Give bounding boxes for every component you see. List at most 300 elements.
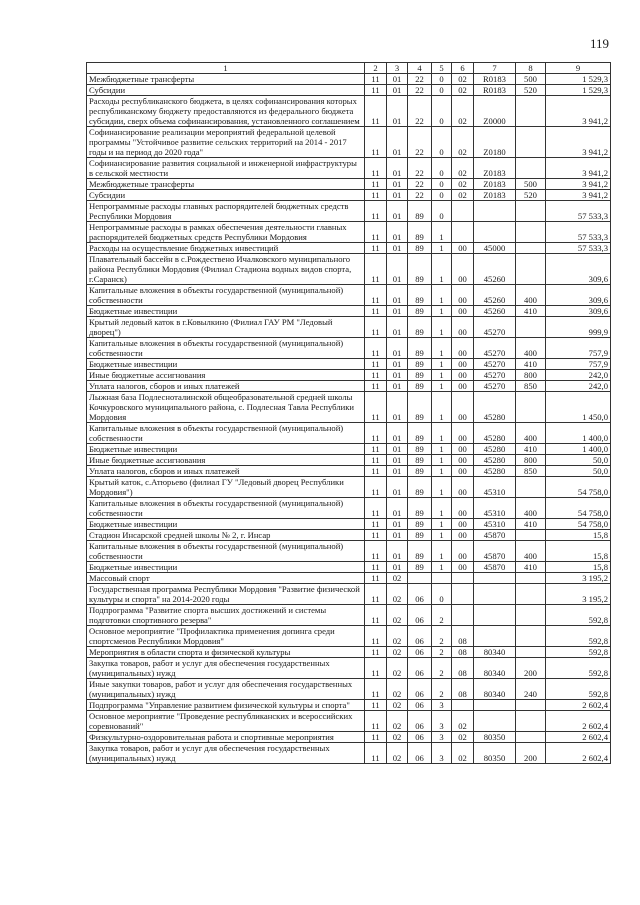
code-cell: 1 xyxy=(432,455,452,466)
row-name-cell: Бюджетные инвестиции xyxy=(87,519,365,530)
code-cell xyxy=(474,626,516,647)
table-row xyxy=(87,423,611,444)
code-cell: 520 xyxy=(516,190,546,201)
code-cell xyxy=(474,222,516,243)
code-cell xyxy=(516,647,546,658)
code-cell: 89 xyxy=(408,541,432,562)
code-cell: 1 xyxy=(432,359,452,370)
code-cell: 02 xyxy=(452,96,474,127)
code-cell: 08 xyxy=(452,626,474,647)
code-cell: 1 xyxy=(432,444,452,455)
code-cell: 89 xyxy=(408,423,432,444)
code-cell: 01 xyxy=(387,127,408,158)
code-cell: 2 xyxy=(432,626,452,647)
code-cell: 45280 xyxy=(474,466,516,477)
code-cell: 11 xyxy=(365,158,387,179)
code-cell: 400 xyxy=(516,285,546,306)
code-cell: 410 xyxy=(516,306,546,317)
table-row xyxy=(87,541,611,562)
code-cell: 11 xyxy=(365,201,387,222)
code-cell: 02 xyxy=(387,605,408,626)
code-cell: 89 xyxy=(408,477,432,498)
code-cell: 06 xyxy=(408,626,432,647)
table-row xyxy=(87,222,611,243)
code-cell: 11 xyxy=(365,179,387,190)
code-cell: 01 xyxy=(387,466,408,477)
code-cell: 45870 xyxy=(474,541,516,562)
code-cell: 01 xyxy=(387,96,408,127)
code-cell: 11 xyxy=(365,317,387,338)
row-name-cell: Капитальные вложения в объекты государственной (муниципальной) собственности xyxy=(87,285,365,306)
budget-table xyxy=(86,62,611,764)
table-body xyxy=(87,74,611,764)
row-name-cell: Закупка товаров, работ и услуг для обеспечения государственных (муниципальных) нужд xyxy=(87,743,365,764)
table-row xyxy=(87,317,611,338)
row-name-cell: Мероприятия в области спорта и физической культуры xyxy=(87,647,365,658)
row-name-cell: Межбюджетные трансферты xyxy=(87,179,365,190)
code-cell: 00 xyxy=(452,359,474,370)
table-row xyxy=(87,285,611,306)
code-cell: 02 xyxy=(387,626,408,647)
row-name-cell: Капитальные вложения в объекты государственной (муниципальной) собственности xyxy=(87,498,365,519)
code-cell: 22 xyxy=(408,85,432,96)
code-cell: 22 xyxy=(408,190,432,201)
code-cell: 02 xyxy=(387,743,408,764)
code-cell: 22 xyxy=(408,127,432,158)
code-cell: 00 xyxy=(452,338,474,359)
code-cell: 89 xyxy=(408,392,432,423)
code-cell: 89 xyxy=(408,562,432,573)
code-cell: 11 xyxy=(365,605,387,626)
code-cell: 01 xyxy=(387,74,408,85)
code-cell xyxy=(452,222,474,243)
column-header: 1 xyxy=(87,63,365,74)
row-name-cell: Субсидии xyxy=(87,190,365,201)
row-name-cell: Расходы на осуществление бюджетных инвестиций xyxy=(87,243,365,254)
code-cell: 89 xyxy=(408,530,432,541)
code-cell: 89 xyxy=(408,519,432,530)
amount-cell: 3 941,2 xyxy=(546,158,611,179)
code-cell: 1 xyxy=(432,519,452,530)
amount-cell: 54 758,0 xyxy=(546,477,611,498)
code-cell: 11 xyxy=(365,562,387,573)
code-cell: 11 xyxy=(365,530,387,541)
code-cell: 1 xyxy=(432,317,452,338)
code-cell: 1 xyxy=(432,541,452,562)
code-cell: 11 xyxy=(365,127,387,158)
code-cell: 11 xyxy=(365,190,387,201)
code-cell xyxy=(516,732,546,743)
code-cell: 01 xyxy=(387,392,408,423)
code-cell: 01 xyxy=(387,179,408,190)
code-cell: 0 xyxy=(432,85,452,96)
amount-cell: 57 533,3 xyxy=(546,243,611,254)
code-cell: 11 xyxy=(365,732,387,743)
code-cell: 00 xyxy=(452,381,474,392)
code-cell: 11 xyxy=(365,700,387,711)
code-cell: 01 xyxy=(387,370,408,381)
code-cell: 1 xyxy=(432,423,452,444)
amount-cell: 50,0 xyxy=(546,466,611,477)
code-cell xyxy=(516,711,546,732)
code-cell: 22 xyxy=(408,158,432,179)
code-cell xyxy=(452,201,474,222)
column-header: 5 xyxy=(432,63,452,74)
code-cell: 89 xyxy=(408,243,432,254)
code-cell xyxy=(452,700,474,711)
code-cell: 1 xyxy=(432,530,452,541)
code-cell: 01 xyxy=(387,243,408,254)
code-cell: 06 xyxy=(408,679,432,700)
code-cell: 01 xyxy=(387,562,408,573)
amount-cell: 3 195,2 xyxy=(546,573,611,584)
code-cell: 11 xyxy=(365,392,387,423)
code-cell: 410 xyxy=(516,519,546,530)
code-cell xyxy=(516,158,546,179)
table-row xyxy=(87,306,611,317)
row-name-cell: Иные бюджетные ассигнования xyxy=(87,370,365,381)
code-cell: 08 xyxy=(452,658,474,679)
code-cell: 01 xyxy=(387,158,408,179)
table-row xyxy=(87,455,611,466)
table-row xyxy=(87,519,611,530)
code-cell: 01 xyxy=(387,359,408,370)
code-cell: 01 xyxy=(387,423,408,444)
table-row xyxy=(87,96,611,127)
code-cell xyxy=(516,222,546,243)
code-cell: 45270 xyxy=(474,381,516,392)
code-cell: 400 xyxy=(516,541,546,562)
row-name-cell: Уплата налогов, сборов и иных платежей xyxy=(87,466,365,477)
code-cell: 800 xyxy=(516,370,546,381)
code-cell: 00 xyxy=(452,370,474,381)
table-row xyxy=(87,444,611,455)
row-name-cell: Физкультурно-оздоровительная работа и спортивные мероприятия xyxy=(87,732,365,743)
code-cell: 89 xyxy=(408,317,432,338)
code-cell: 06 xyxy=(408,658,432,679)
table-row xyxy=(87,127,611,158)
code-cell: 1 xyxy=(432,498,452,519)
code-cell: R0183 xyxy=(474,74,516,85)
code-cell: 80340 xyxy=(474,658,516,679)
table-row xyxy=(87,658,611,679)
code-cell: 3 xyxy=(432,700,452,711)
row-name-cell: Непрограммные расходы главных распорядителей бюджетных средств Республики Мордовия xyxy=(87,201,365,222)
code-cell: 11 xyxy=(365,743,387,764)
code-cell xyxy=(516,626,546,647)
code-cell: 1 xyxy=(432,222,452,243)
code-cell: 00 xyxy=(452,530,474,541)
code-cell: 01 xyxy=(387,338,408,359)
table-row xyxy=(87,254,611,285)
code-cell: 11 xyxy=(365,370,387,381)
code-cell: 00 xyxy=(452,455,474,466)
row-name-cell: Субсидии xyxy=(87,85,365,96)
code-cell: 410 xyxy=(516,359,546,370)
code-cell: 2 xyxy=(432,658,452,679)
code-cell: 02 xyxy=(452,190,474,201)
code-cell: 11 xyxy=(365,85,387,96)
code-cell: 06 xyxy=(408,732,432,743)
amount-cell: 309,6 xyxy=(546,254,611,285)
amount-cell: 1 400,0 xyxy=(546,423,611,444)
code-cell xyxy=(516,201,546,222)
table-row xyxy=(87,381,611,392)
code-cell: 850 xyxy=(516,466,546,477)
amount-cell: 999,9 xyxy=(546,317,611,338)
code-cell: 00 xyxy=(452,444,474,455)
code-cell: 11 xyxy=(365,658,387,679)
amount-cell: 592,8 xyxy=(546,647,611,658)
code-cell: 01 xyxy=(387,306,408,317)
amount-cell: 2 602,4 xyxy=(546,743,611,764)
code-cell: 01 xyxy=(387,222,408,243)
code-cell: 01 xyxy=(387,85,408,96)
code-cell: 06 xyxy=(408,605,432,626)
code-cell: 02 xyxy=(452,74,474,85)
code-cell: 240 xyxy=(516,679,546,700)
code-cell: 0 xyxy=(432,127,452,158)
code-cell: 00 xyxy=(452,306,474,317)
table-row xyxy=(87,743,611,764)
amount-cell: 3 941,2 xyxy=(546,179,611,190)
amount-cell: 592,8 xyxy=(546,679,611,700)
code-cell: 45270 xyxy=(474,370,516,381)
code-cell: 45870 xyxy=(474,530,516,541)
code-cell: 0 xyxy=(432,158,452,179)
code-cell: 400 xyxy=(516,338,546,359)
code-cell: 11 xyxy=(365,444,387,455)
amount-cell: 757,9 xyxy=(546,338,611,359)
code-cell: 45260 xyxy=(474,285,516,306)
code-cell: 06 xyxy=(408,700,432,711)
header-row xyxy=(87,63,611,74)
column-header: 9 xyxy=(546,63,611,74)
table-row xyxy=(87,584,611,605)
amount-cell: 2 602,4 xyxy=(546,732,611,743)
code-cell: 1 xyxy=(432,306,452,317)
code-cell: 45280 xyxy=(474,444,516,455)
code-cell: 11 xyxy=(365,306,387,317)
code-cell: 2 xyxy=(432,647,452,658)
code-cell xyxy=(516,573,546,584)
code-cell: 11 xyxy=(365,584,387,605)
code-cell: 0 xyxy=(432,584,452,605)
amount-cell: 50,0 xyxy=(546,455,611,466)
code-cell: 1 xyxy=(432,243,452,254)
code-cell: 11 xyxy=(365,455,387,466)
code-cell: 89 xyxy=(408,466,432,477)
code-cell: 01 xyxy=(387,498,408,519)
amount-cell: 3 941,2 xyxy=(546,96,611,127)
code-cell xyxy=(474,711,516,732)
code-cell: 11 xyxy=(365,647,387,658)
code-cell: 45310 xyxy=(474,477,516,498)
code-cell: R0183 xyxy=(474,85,516,96)
code-cell: 89 xyxy=(408,222,432,243)
table-row xyxy=(87,201,611,222)
row-name-cell: Иные закупки товаров, работ и услуг для обеспечения государственных (муниципальных) нужд xyxy=(87,679,365,700)
code-cell: 45310 xyxy=(474,519,516,530)
code-cell: Z0183 xyxy=(474,158,516,179)
code-cell: 02 xyxy=(387,573,408,584)
code-cell: 1 xyxy=(432,254,452,285)
code-cell: 11 xyxy=(365,338,387,359)
row-name-cell: Основное мероприятие "Проведение республиканских и всероссийских соревнований" xyxy=(87,711,365,732)
amount-cell: 57 533,3 xyxy=(546,222,611,243)
row-name-cell: Лыжная база Подлесноталинской общеобразовательной средней школы Кочкуровского муниципального района, с. Подлесная Тавла Республики Мордовия xyxy=(87,392,365,423)
code-cell xyxy=(452,605,474,626)
amount-cell: 242,0 xyxy=(546,370,611,381)
code-cell: 00 xyxy=(452,562,474,573)
code-cell: 45280 xyxy=(474,455,516,466)
code-cell: 11 xyxy=(365,222,387,243)
code-cell xyxy=(474,700,516,711)
code-cell: 02 xyxy=(452,179,474,190)
code-cell: 02 xyxy=(387,732,408,743)
code-cell: 80340 xyxy=(474,647,516,658)
code-cell: 89 xyxy=(408,201,432,222)
code-cell: 06 xyxy=(408,743,432,764)
row-name-cell: Капитальные вложения в объекты государственной (муниципальной) собственности xyxy=(87,423,365,444)
code-cell: 410 xyxy=(516,562,546,573)
code-cell: 1 xyxy=(432,285,452,306)
code-cell: 400 xyxy=(516,423,546,444)
code-cell: 02 xyxy=(387,711,408,732)
code-cell: 00 xyxy=(452,392,474,423)
amount-cell: 3 195,2 xyxy=(546,584,611,605)
code-cell: 200 xyxy=(516,658,546,679)
code-cell: 0 xyxy=(432,201,452,222)
amount-cell: 242,0 xyxy=(546,381,611,392)
code-cell: 22 xyxy=(408,74,432,85)
table-row xyxy=(87,562,611,573)
code-cell: 11 xyxy=(365,74,387,85)
code-cell xyxy=(516,584,546,605)
code-cell: 45260 xyxy=(474,254,516,285)
row-name-cell: Непрограммные расходы в рамках обеспечения деятельности главных распорядителей бюджетных средств Республики Мордовия xyxy=(87,222,365,243)
row-name-cell: Бюджетные инвестиции xyxy=(87,562,365,573)
table-row xyxy=(87,190,611,201)
table-row xyxy=(87,477,611,498)
code-cell: 00 xyxy=(452,254,474,285)
amount-cell: 2 602,4 xyxy=(546,700,611,711)
code-cell: 3 xyxy=(432,732,452,743)
amount-cell: 1 400,0 xyxy=(546,444,611,455)
code-cell: 01 xyxy=(387,381,408,392)
code-cell: 11 xyxy=(365,423,387,444)
table-row xyxy=(87,74,611,85)
table-row xyxy=(87,626,611,647)
row-name-cell: Иные бюджетные ассигнования xyxy=(87,455,365,466)
code-cell: 3 xyxy=(432,743,452,764)
code-cell: 89 xyxy=(408,338,432,359)
page-number: 119 xyxy=(590,36,610,51)
code-cell: 45870 xyxy=(474,562,516,573)
code-cell: 02 xyxy=(387,679,408,700)
code-cell: 08 xyxy=(452,647,474,658)
code-cell: 00 xyxy=(452,423,474,444)
row-name-cell: Межбюджетные трансферты xyxy=(87,74,365,85)
code-cell: 11 xyxy=(365,498,387,519)
column-header: 4 xyxy=(408,63,432,74)
column-header: 7 xyxy=(474,63,516,74)
code-cell: 00 xyxy=(452,541,474,562)
code-cell: 06 xyxy=(408,647,432,658)
code-cell: 0 xyxy=(432,74,452,85)
code-cell: Z0180 xyxy=(474,127,516,158)
row-name-cell: Государственная программа Республики Мордовия "Развитие физической культуры и спорта" на 2014-2020 годы xyxy=(87,584,365,605)
code-cell: 500 xyxy=(516,179,546,190)
code-cell xyxy=(516,392,546,423)
amount-cell: 15,8 xyxy=(546,562,611,573)
amount-cell: 1 529,3 xyxy=(546,74,611,85)
code-cell: 89 xyxy=(408,285,432,306)
amount-cell: 592,8 xyxy=(546,658,611,679)
code-cell: 45270 xyxy=(474,359,516,370)
code-cell: 200 xyxy=(516,743,546,764)
code-cell: Z0000 xyxy=(474,96,516,127)
code-cell: 08 xyxy=(452,679,474,700)
code-cell: 11 xyxy=(365,711,387,732)
amount-cell: 15,8 xyxy=(546,541,611,562)
code-cell: 1 xyxy=(432,381,452,392)
code-cell: 1 xyxy=(432,370,452,381)
code-cell: 06 xyxy=(408,584,432,605)
column-header: 8 xyxy=(516,63,546,74)
amount-cell: 592,8 xyxy=(546,605,611,626)
code-cell: 1 xyxy=(432,392,452,423)
amount-cell: 1 450,0 xyxy=(546,392,611,423)
code-cell: 500 xyxy=(516,74,546,85)
code-cell: 02 xyxy=(452,711,474,732)
code-cell: 0 xyxy=(432,190,452,201)
code-cell: 01 xyxy=(387,444,408,455)
column-header: 6 xyxy=(452,63,474,74)
code-cell: 45270 xyxy=(474,317,516,338)
row-name-cell: Софинансирование реализации мероприятий федеральной целевой программы "Устойчивое развитие сельских территорий на 2014 - 2017 годы и на период до 2020 года" xyxy=(87,127,365,158)
row-name-cell: Подпрограмма "Развитие спорта высших достижений и системы подготовки спортивного резерва" xyxy=(87,605,365,626)
code-cell xyxy=(474,605,516,626)
amount-cell: 57 533,3 xyxy=(546,201,611,222)
code-cell: 01 xyxy=(387,541,408,562)
code-cell: 01 xyxy=(387,530,408,541)
table-row xyxy=(87,647,611,658)
table-row xyxy=(87,338,611,359)
code-cell: 02 xyxy=(452,158,474,179)
code-cell xyxy=(516,530,546,541)
code-cell: 45280 xyxy=(474,423,516,444)
code-cell xyxy=(474,201,516,222)
code-cell: 11 xyxy=(365,96,387,127)
row-name-cell: Уплата налогов, сборов и иных платежей xyxy=(87,381,365,392)
row-name-cell: Крытый каток, с.Атюрьево (филиал ГУ "Ледовый дворец Республики Мордовия") xyxy=(87,477,365,498)
code-cell: 850 xyxy=(516,381,546,392)
table-row xyxy=(87,711,611,732)
column-header: 2 xyxy=(365,63,387,74)
code-cell: 11 xyxy=(365,573,387,584)
code-cell: 89 xyxy=(408,498,432,519)
amount-cell: 309,6 xyxy=(546,285,611,306)
code-cell: 22 xyxy=(408,179,432,190)
amount-cell: 309,6 xyxy=(546,306,611,317)
code-cell: 11 xyxy=(365,519,387,530)
row-name-cell: Софинансирование развития социальной и инженерной инфраструктуры в сельской местности xyxy=(87,158,365,179)
code-cell: 01 xyxy=(387,519,408,530)
amount-cell: 54 758,0 xyxy=(546,498,611,519)
code-cell: 00 xyxy=(452,285,474,306)
code-cell: 11 xyxy=(365,679,387,700)
